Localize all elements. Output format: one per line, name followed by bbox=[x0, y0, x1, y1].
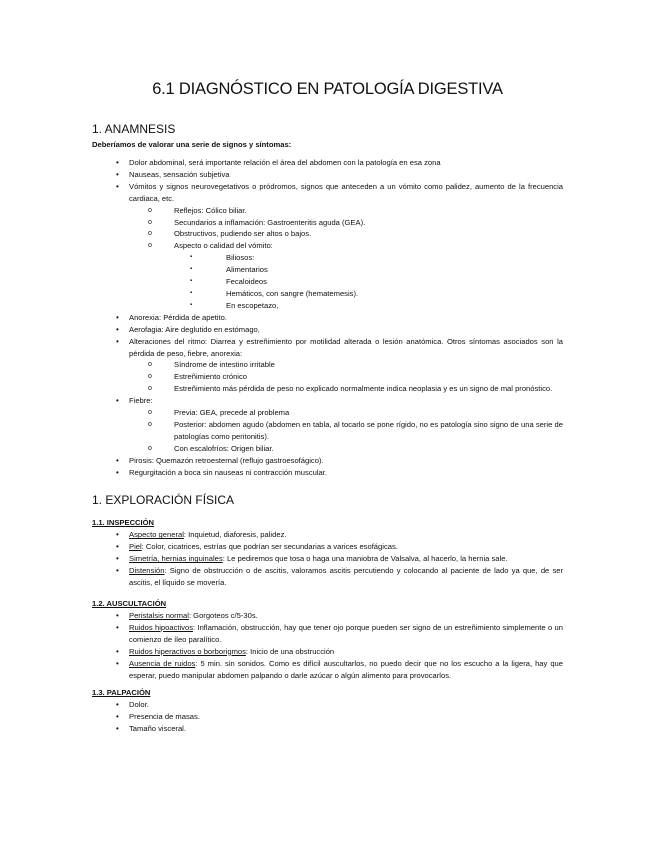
list-item: • Peristalsis normal: Gorgoteos c/5-30s. bbox=[92, 610, 563, 622]
list-item: • Piel: Color, cicatrices, estrías que podrían ser secundarias a varices esofágicas. bbox=[92, 541, 563, 553]
list-item: o Previa: GEA, precede al problema bbox=[92, 407, 563, 419]
list-item: • Distensión: Signo de obstrucción o de ascitis, valoramos ascitis percutiendo y colocando al paciente de lado ya que, de ser ascitis, el líquido se movería. bbox=[92, 565, 563, 589]
anamnesis-intro: Deberíamos de valorar una serie de signos y síntomas: bbox=[92, 140, 292, 149]
subheading-inspeccion: 1.1. INSPECCIÓN bbox=[92, 518, 155, 528]
list-item: • Simetría, hernias inguinales: Le pediremos que tosa o haga una maniobra de Valsalva, al hacerlo, la hernia sale. bbox=[92, 553, 563, 565]
sublist-aspecto-vomito bbox=[174, 252, 563, 312]
item-label: Ruidos hiperactivos o borborigmos bbox=[129, 646, 246, 656]
sublist-fiebre bbox=[129, 407, 563, 455]
auscultacion-list bbox=[92, 610, 563, 681]
list-item: • Tamaño visceral. bbox=[92, 723, 563, 735]
item-label: Ruidos hipoactivos bbox=[129, 622, 193, 632]
list-item: o Reflejos: Cólico biliar. bbox=[92, 205, 563, 217]
list-item: ▪ Hemáticos, con sangre (hematemesis). bbox=[92, 288, 563, 300]
list-item: • Aspecto general: Inquietud, diaforesis, palidez. bbox=[92, 529, 563, 541]
list-item: • Alteraciones del ritmo: Diarrea y estreñimiento por motilidad alterada o lesión anatómica. Otros síntomas asociados son la pérdida de peso, fiebre, anorexia: o Síndrome de intestino irritable o Estreñimiento crónico o Estreñimiento más pérdida de peso no explicado normalmente indica neoplasia y es un signo de mal pronóstico. bbox=[92, 336, 563, 396]
section-heading-anamnesis: 1. ANAMNESIS bbox=[92, 122, 176, 136]
list-item: • Aerofagia: Aire deglutido en estómago, bbox=[92, 324, 563, 336]
item-label: Ausencia de ruidos bbox=[129, 658, 196, 668]
sublist-vomitos bbox=[129, 205, 563, 312]
item-label: Simetría, hernias inguinales bbox=[129, 554, 223, 564]
list-item: o Estreñimiento crónico bbox=[92, 371, 563, 383]
anamnesis-list bbox=[92, 157, 563, 478]
list-item: ▪ Alimentarios bbox=[92, 264, 563, 276]
list-item: • Anorexia: Pérdida de apetito. bbox=[92, 312, 563, 324]
list-item: • Ruidos hiperactivos o borborigmos: Inicio de una obstrucción bbox=[92, 646, 563, 658]
list-item: o Obstructivos, pudiendo ser altos o bajos. bbox=[92, 228, 563, 240]
list-item: ▪ Biliosos: bbox=[92, 252, 563, 264]
list-item: • Dolor. bbox=[92, 699, 563, 711]
list-item: • Ausencia de ruidos: 5 min. sin sonidos. Como es difícil auscultarlos, no puedo decir que no los escucho a la ligera, hay que esperar, puedo manipular abdomen palpando o darle azúcar o algún alimento para provocarlos. bbox=[92, 658, 563, 682]
list-item: • Ruidos hipoactivos: Inflamación, obstrucción, hay que tener ojo porque pueden ser signo de un estreñimiento simplemente o un comienzo de íleo paralítico. bbox=[92, 622, 563, 646]
item-label: Piel bbox=[129, 542, 142, 552]
item-label: Distensión bbox=[129, 566, 165, 576]
list-item: o Síndrome de intestino irritable bbox=[92, 359, 563, 371]
item-label: Peristalsis normal bbox=[129, 611, 189, 620]
list-item: o Estreñimiento más pérdida de peso no explicado normalmente indica neoplasia y es un signo de mal pronóstico. bbox=[92, 383, 563, 395]
palpacion-list bbox=[92, 699, 563, 735]
subheading-auscultacion: 1.2. AUSCULTACIÓN bbox=[92, 599, 167, 608]
section-heading-exploracion: 1. EXPLORACIÓN FÍSICA bbox=[92, 493, 235, 508]
list-item: o Secundarios a inflamación: Gastroenteritis aguda (GEA). bbox=[92, 217, 563, 229]
list-item: • Dolor abdominal, será importante relación el área del abdomen con la patología en esa zona bbox=[92, 157, 563, 169]
inspeccion-list bbox=[92, 529, 563, 589]
page-title: 6.1 DIAGNÓSTICO EN PATOLOGÍA DIGESTIVA bbox=[152, 80, 503, 98]
list-item: • Nauseas, sensación subjetiva bbox=[92, 169, 563, 181]
list-item: • Pirosis: Quemazón retroesternal (reflujo gastroesofágico). bbox=[92, 455, 563, 467]
list-item: o Aspecto o calidad del vómito: ▪ Biliosos: ▪ Alimentarios ▪ Fecaloideos ▪ Hemáticos, con sangre (hematemesis). ▪ En escopetazo, bbox=[92, 240, 563, 311]
list-item: • Presencia de masas. bbox=[92, 711, 563, 723]
list-item: ▪ En escopetazo, bbox=[92, 300, 563, 312]
item-label: Aspecto general bbox=[129, 530, 184, 540]
subheading-palpacion: 1.3. PALPACIÓN bbox=[92, 688, 151, 698]
sublist-alteraciones-ritmo bbox=[129, 359, 563, 395]
list-item: ▪ Fecaloideos bbox=[92, 276, 563, 288]
list-item: • Regurgitación a boca sin nauseas ni contracción muscular. bbox=[92, 467, 563, 479]
list-item: • Fiebre: o Previa: GEA, precede al problema o Posterior: abdomen agudo (abdomen en tabla, al tocarlo se pone rígido, no es patología sino signo de una serie de patologías como peritonitis). o Con escalofríos: Origen biliar. bbox=[92, 395, 563, 455]
list-item: o Con escalofríos: Origen biliar. bbox=[92, 443, 563, 455]
list-item: o Posterior: abdomen agudo (abdomen en tabla, al tocarlo se pone rígido, no es patología sino signo de una serie de patologías como peritonitis). bbox=[92, 419, 563, 443]
list-item: • Vómitos y signos neurovegetativos o pródromos, signos que anteceden a un vómito como palidez, aumento de la frecuencia cardiaca, etc. o Reflejos: Cólico biliar. o Secundarios a inflamación: Gastroenteritis aguda (GEA). o Obstructivos, pudiendo ser altos o bajos. o Aspecto o calidad del vómito: ▪ Biliosos: ▪ Alimentarios ▪ Fecaloideos ▪ Hemáticos, con sangre (hematemesis). ▪ En escopetazo, bbox=[92, 181, 563, 312]
